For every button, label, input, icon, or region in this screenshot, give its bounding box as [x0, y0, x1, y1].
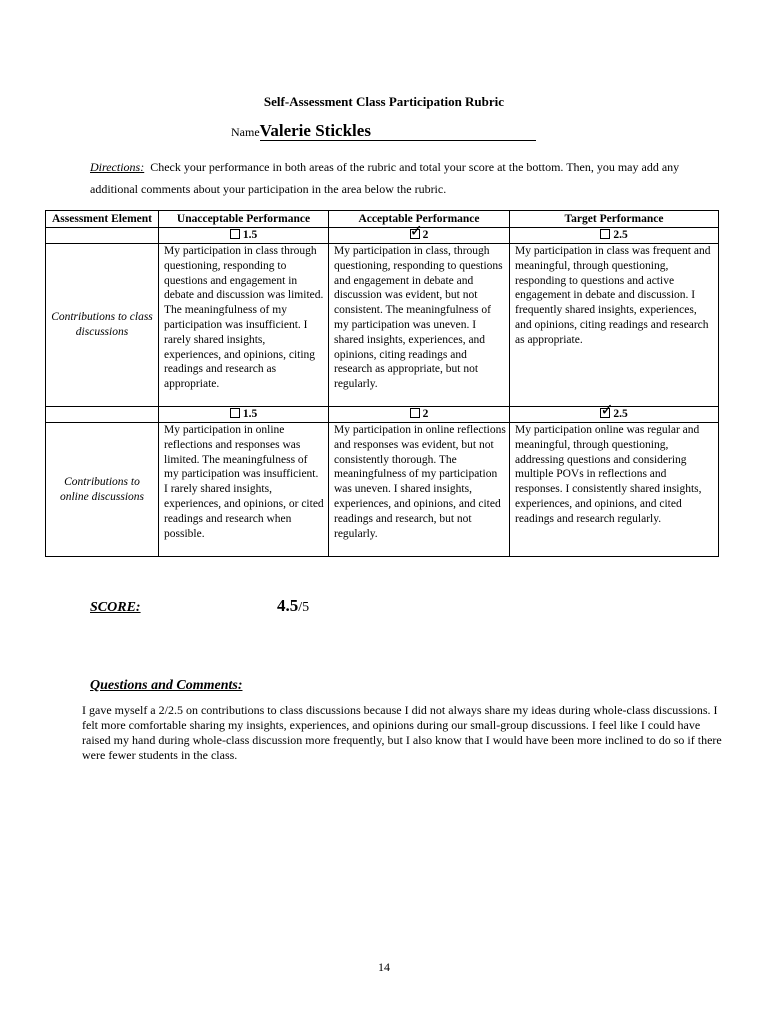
score-total: /5: [298, 600, 310, 615]
score-value-label: 2.5: [613, 229, 628, 241]
header-target: Target Performance: [510, 211, 719, 228]
header-acceptable: Acceptable Performance: [329, 211, 510, 228]
score-value-label: 1.5: [242, 229, 258, 241]
description-unacceptable: My participation in online reflections and responses was limited. The meaningfulness of my participation was insufficient. I rarely shared insights, experiences, and opinions, or cited readings and research when possible.: [159, 423, 329, 557]
score-option[interactable]: [510, 400, 719, 423]
checkbox-class-2[interactable]: [409, 221, 424, 240]
score-row-class: [46, 228, 719, 244]
score-value: [277, 596, 309, 616]
score-earned: 4.5: [277, 596, 299, 615]
questions-comments-heading: Questions and Comments:: [90, 678, 243, 693]
score-value-label: 2.5: [613, 408, 628, 420]
checkbox-online-1.5[interactable]: [230, 408, 240, 418]
score-option[interactable]: [329, 221, 510, 244]
score-value-label: 2: [422, 408, 429, 420]
description-acceptable: My participation in class, through questioning, responding to questions and engagement in debate and discussion was evident, but not consistent. The meaningfulness of my participation was uneven. I shared insights, experiences, and opinions, citing readings and research as appropriate, but not regularly.: [329, 244, 510, 407]
name-field[interactable]: Valerie Stickles: [260, 122, 536, 141]
comments-text[interactable]: I gave myself a 2/2.5 on contributions to class discussions because I did not always share my ideas during whole-class discussions. I felt more comfortable sharing my insights, experiences, and opinions during our small-group discussions. I feel like I could have raised my hand during whole-class discussion more frequently, but I also know that I would have been more inclined to do so if there were fewer students in the class.: [82, 703, 722, 762]
score-value-label: 1.5: [242, 408, 258, 420]
name-label: Name: [231, 125, 260, 139]
page-number: 14: [378, 960, 390, 974]
score-option[interactable]: [329, 407, 510, 423]
check-mark-icon: ✓: [409, 221, 424, 240]
directions-text: Check your performance in both areas of the rubric and total your score at the bottom. Then, you may add any additional comments about your participation in the area below the rubric.: [90, 160, 680, 196]
description-unacceptable: My participation in class through questioning, responding to questions and engagement in debate and discussion was limited. The meaningfulness of my participation was insufficient. I rarely shared insights, experiences, and opinions, citing readings and research as appropriate.: [159, 244, 329, 407]
directions-label: Directions:: [90, 160, 145, 174]
check-mark-icon: ✓: [600, 400, 614, 419]
rubric-table: [45, 210, 719, 557]
header-unacceptable: Unacceptable Performance: [159, 211, 329, 228]
score-value-label: 2: [422, 229, 429, 241]
score-option[interactable]: [159, 228, 329, 244]
name-row: [231, 122, 536, 141]
directions: [90, 156, 690, 200]
description-target: My participation in class was frequent and meaningful, through questioning, responding to questions and active engagement in debate and discussion. I frequently shared insights, experiences, and opinions, citing readings and research as appropriate.: [510, 244, 719, 407]
checkbox-online-2[interactable]: [410, 408, 420, 418]
score-cell-empty: [46, 407, 159, 423]
checkbox-online-2.5[interactable]: [600, 400, 614, 419]
description-acceptable: My participation in online reflections and responses was evident, but not consistently thorough. The meaningfulness of my participation was uneven. I shared insights, experiences, and opinions, and cited readings and research, but not regularly.: [329, 423, 510, 557]
checkbox-class-1.5[interactable]: [230, 229, 240, 239]
checkbox-class-2.5[interactable]: [600, 229, 610, 239]
description-target: My participation online was regular and meaningful, through questioning, addressing questions and considering multiple POVs in reflections and responses. I consistently shared insights, experiences, and opinions, and cited readings and research regularly.: [510, 423, 719, 557]
score-row-online: [46, 407, 719, 423]
header-assessment-element: Assessment Element: [46, 211, 159, 228]
description-row-class: [46, 244, 719, 407]
score-cell-empty: [46, 228, 159, 244]
element-class-discussions: Contributions to class discussions: [46, 244, 159, 407]
score-option[interactable]: [159, 407, 329, 423]
score-label: SCORE:: [90, 600, 141, 615]
element-online-discussions: Contributions to online discussions: [46, 423, 159, 557]
rubric-header-row: [46, 211, 719, 228]
page-title: Self-Assessment Class Participation Rubric: [263, 94, 505, 109]
description-row-online: [46, 423, 719, 557]
score-option[interactable]: [510, 228, 719, 244]
